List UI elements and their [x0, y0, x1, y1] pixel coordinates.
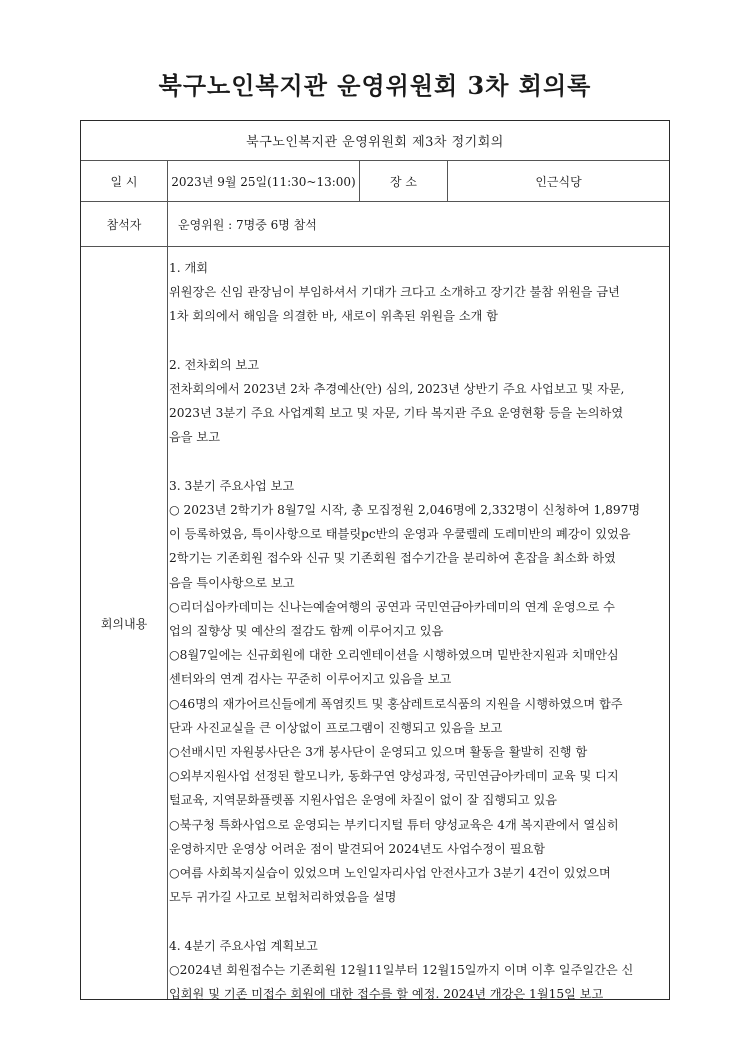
- content-line: ○리더십아카데미는 신나는예술여행의 공연과 국민연금아카데미의 연계 운영으로 수: [169, 599, 615, 614]
- content-line: 1. 개회: [169, 261, 209, 275]
- content-line: 업의 질향상 및 예산의 절감도 함께 이루어지고 있음: [169, 624, 444, 638]
- content-line: 모두 귀가길 사고로 보험처리하였음을 설명: [169, 890, 397, 905]
- attendees-row: [81, 202, 669, 247]
- content-line: 단과 사진교실을 큰 이상없이 프로그램이 진행되고 있음을 보고: [169, 720, 503, 735]
- content-line: 3. 3분기 주요사업 보고: [169, 478, 295, 493]
- content-row: [81, 247, 669, 999]
- content-line: ○외부지원사업 선정된 할모니카, 동화구연 양성과정, 국민연금아카데미 교육 및 디지: [169, 769, 619, 784]
- content-line: ○선배시민 자원봉사단은 3개 봉사단이 운영되고 있으며 활동을 활발히 진행 함: [169, 745, 588, 759]
- content-line: 털교육, 지역문화플렛폼 지원사업은 운영에 차질이 없이 잘 집행되고 있음: [169, 793, 558, 808]
- place-value: 인근식당: [447, 161, 669, 201]
- content-line: ○46명의 재가어르신들에게 폭염킷트 및 홍삼레트로식품의 지원을 시행하였으며 합주: [169, 696, 623, 711]
- content-line: 입회원 및 기존 미접수 회원에 대한 접수를 할 예정. 2024년 개강은 1월15일 보고: [169, 987, 604, 1001]
- place-label: 장 소: [359, 161, 447, 201]
- content-line: 이 등록하였음, 특이사항으로 태블릿pc반의 운영과 우쿨렐레 도레미반의 폐강이 있었음: [169, 527, 631, 542]
- content-line: ○8월7일에는 신규회원에 대한 오리엔테이션을 시행하였으며 밑반찬지원과 치매안심: [169, 648, 619, 663]
- content-line: 전차회의에서 2023년 2차 추경예산(안) 심의, 2023년 상반기 주요 사업보고 및 자문,: [169, 382, 625, 396]
- meeting-name-row: [81, 121, 669, 161]
- content-label: 회의내용: [100, 616, 148, 631]
- content-line: ○여름 사회복지실습이 있었으며 노인일자리사업 안전사고가 3분기 4건이 있었으며: [169, 866, 611, 880]
- date-value: 2023년 9월 25일(11:30~13:00): [167, 161, 359, 201]
- date-label: 일 시: [110, 174, 138, 189]
- content-line: ○ 2023년 2학기가 8월7일 시작, 총 모집정원 2,046명에 2,332명이 신청하여 1,897명: [169, 503, 641, 517]
- content-line: 2학기는 기존회원 접수와 신규 및 기존회원 접수기간을 분리하여 혼잡을 최소화 하였: [169, 551, 616, 566]
- content-line: 음을 보고: [169, 430, 220, 445]
- content-line: 음을 특이사항으로 보고: [169, 575, 295, 590]
- content-line: 1차 회의에서 해임을 의결한 바, 새로이 위촉된 위원을 소개 함: [169, 309, 499, 324]
- attendees-label: 참석자: [106, 217, 142, 232]
- minutes-table: [80, 120, 670, 1000]
- content-line: 센터와의 연계 검사는 꾸준히 이루어지고 있음을 보고: [169, 672, 452, 687]
- meeting-name: 북구노인복지관 운영위원회 제3차 정기회의: [246, 135, 504, 150]
- content-line: 4. 4분기 주요사업 계획보고: [169, 938, 318, 953]
- content-line: ○북구청 특화사업으로 운영되는 부키디지털 튜터 양성교육은 4개 복지관에서 열심히: [169, 817, 619, 832]
- attendees-value: 운영위원 : 7명중 6명 참석: [167, 202, 669, 246]
- content-line: ○2024년 회원접수는 기존회원 12월11일부터 12월15일까지 이며 이후 일주일간은 신: [169, 962, 634, 977]
- date-place-row: [81, 161, 669, 202]
- content-body: [167, 247, 669, 999]
- document-title: 북구노인복지관 운영위원회 3차 회의록: [158, 71, 592, 100]
- content-line: 2. 전차회의 보고: [169, 357, 260, 372]
- content-line: 운영하지만 운영상 어려운 점이 발견되어 2024년도 사업수정이 필요함: [169, 841, 546, 856]
- content-line: 2023년 3분기 주요 사업계획 보고 및 자문, 기타 복지관 주요 운영현황 등을 논의하였: [169, 406, 624, 421]
- content-line: 위원장은 신임 관장님이 부임하셔서 기대가 크다고 소개하고 장기간 불참 위원을 금년: [169, 285, 620, 300]
